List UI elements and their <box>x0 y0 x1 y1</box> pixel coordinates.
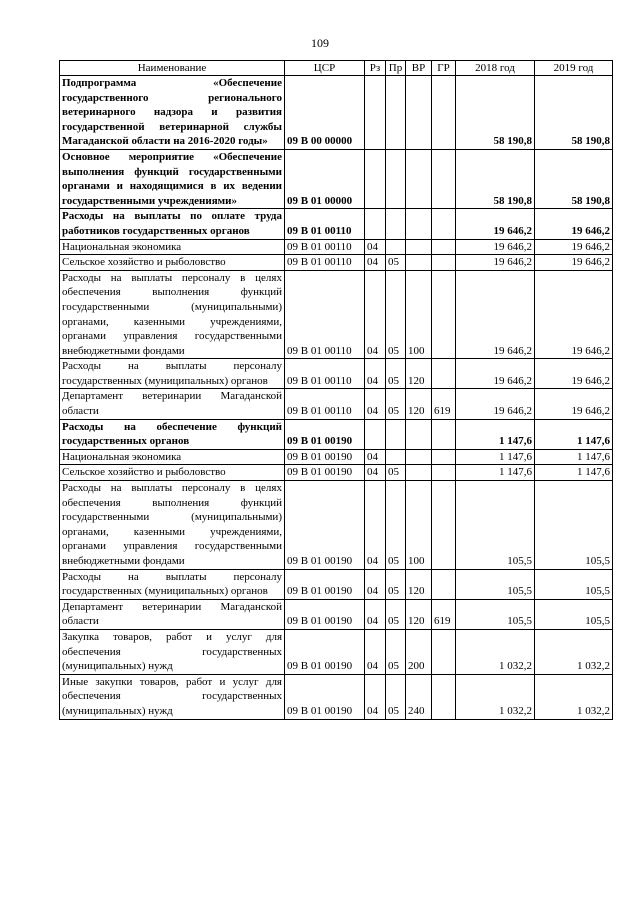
cell-name: Расходы на обеспечение функций государственных органов <box>60 419 285 449</box>
cell-pr: 05 <box>386 465 406 481</box>
cell-2019: 1 032,2 <box>535 629 613 674</box>
cell-gr: 619 <box>432 389 456 419</box>
cell-pr <box>386 449 406 465</box>
cell-2019: 105,5 <box>535 599 613 629</box>
cell-vr: 240 <box>406 674 432 719</box>
cell-name: Закупка товаров, работ и услуг для обеспечения государственных (муниципальных) нужд <box>60 629 285 674</box>
cell-name: Подпрограмма «Обеспечение государственного регионального ветеринарного надзора и развития государственной ветеринарной службы Магаданской области на 2016-2020 годы» <box>60 76 285 150</box>
cell-vr <box>406 449 432 465</box>
cell-pr: 05 <box>386 629 406 674</box>
cell-csr: 09 В 01 00190 <box>285 629 365 674</box>
col-header-2018: 2018 год <box>456 61 535 76</box>
table-row <box>60 674 613 719</box>
cell-2019: 1 147,6 <box>535 465 613 481</box>
cell-pr <box>386 239 406 255</box>
col-header-rz: Рз <box>365 61 386 76</box>
cell-csr: 09 В 01 00110 <box>285 239 365 255</box>
table-row <box>60 389 613 419</box>
table-row <box>60 629 613 674</box>
cell-gr <box>432 255 456 271</box>
cell-pr <box>386 149 406 208</box>
cell-pr: 05 <box>386 255 406 271</box>
cell-rz <box>365 76 386 150</box>
cell-gr <box>432 629 456 674</box>
col-header-pr: Пр <box>386 61 406 76</box>
table-row <box>60 449 613 465</box>
cell-csr: 09 В 01 00190 <box>285 674 365 719</box>
cell-rz <box>365 209 386 239</box>
cell-2019: 19 646,2 <box>535 209 613 239</box>
cell-gr <box>432 270 456 359</box>
cell-2019: 19 646,2 <box>535 270 613 359</box>
table-row <box>60 419 613 449</box>
cell-2019: 58 190,8 <box>535 149 613 208</box>
cell-rz <box>365 149 386 208</box>
cell-pr: 05 <box>386 270 406 359</box>
cell-gr <box>432 674 456 719</box>
cell-pr <box>386 419 406 449</box>
cell-vr <box>406 419 432 449</box>
cell-rz: 04 <box>365 449 386 465</box>
cell-2019: 1 147,6 <box>535 419 613 449</box>
cell-name: Расходы на выплаты по оплате труда работников государственных органов <box>60 209 285 239</box>
cell-name: Расходы на выплаты персоналу в целях обеспечения выполнения функций государственными (муниципальными) органами, казенными учреждениями, органами управления государственными внебюджетными фондами <box>60 481 285 570</box>
col-header-gr: ГР <box>432 61 456 76</box>
col-header-csr: ЦСР <box>285 61 365 76</box>
cell-2018: 1 147,6 <box>456 419 535 449</box>
cell-name: Национальная экономика <box>60 239 285 255</box>
cell-2019: 105,5 <box>535 569 613 599</box>
cell-gr <box>432 149 456 208</box>
col-header-2019: 2019 год <box>535 61 613 76</box>
table-row <box>60 255 613 271</box>
cell-pr: 05 <box>386 674 406 719</box>
cell-2018: 1 032,2 <box>456 629 535 674</box>
cell-name: Национальная экономика <box>60 449 285 465</box>
table-row <box>60 359 613 389</box>
cell-vr: 120 <box>406 569 432 599</box>
cell-2018: 105,5 <box>456 569 535 599</box>
cell-2019: 1 032,2 <box>535 674 613 719</box>
cell-vr: 100 <box>406 481 432 570</box>
cell-csr: 09 В 01 00190 <box>285 465 365 481</box>
cell-2018: 105,5 <box>456 481 535 570</box>
cell-2018: 1 032,2 <box>456 674 535 719</box>
table-row <box>60 209 613 239</box>
col-header-vr: ВР <box>406 61 432 76</box>
cell-csr: 09 В 01 00110 <box>285 209 365 239</box>
cell-rz: 04 <box>365 359 386 389</box>
cell-2019: 1 147,6 <box>535 449 613 465</box>
cell-2019: 19 646,2 <box>535 239 613 255</box>
cell-pr: 05 <box>386 599 406 629</box>
cell-pr: 05 <box>386 389 406 419</box>
cell-rz: 04 <box>365 270 386 359</box>
table-row <box>60 481 613 570</box>
cell-rz: 04 <box>365 255 386 271</box>
cell-rz <box>365 419 386 449</box>
cell-pr: 05 <box>386 481 406 570</box>
cell-csr: 09 В 01 00190 <box>285 569 365 599</box>
cell-2019: 58 190,8 <box>535 76 613 150</box>
cell-csr: 09 В 01 00190 <box>285 419 365 449</box>
cell-2018: 1 147,6 <box>456 449 535 465</box>
cell-2019: 105,5 <box>535 481 613 570</box>
cell-gr <box>432 209 456 239</box>
cell-vr <box>406 76 432 150</box>
cell-gr <box>432 569 456 599</box>
cell-rz: 04 <box>365 629 386 674</box>
cell-rz: 04 <box>365 239 386 255</box>
page-number: 109 <box>311 36 329 50</box>
cell-gr <box>432 359 456 389</box>
cell-csr: 09 В 01 00190 <box>285 599 365 629</box>
table-row <box>60 76 613 150</box>
cell-pr: 05 <box>386 359 406 389</box>
table-row <box>60 569 613 599</box>
cell-name: Департамент ветеринарии Магаданской области <box>60 599 285 629</box>
cell-2018: 58 190,8 <box>456 149 535 208</box>
cell-csr: 09 В 01 00110 <box>285 389 365 419</box>
cell-pr <box>386 76 406 150</box>
cell-2019: 19 646,2 <box>535 389 613 419</box>
table-row <box>60 270 613 359</box>
cell-gr <box>432 465 456 481</box>
cell-name: Иные закупки товаров, работ и услуг для обеспечения государственных (муниципальных) нужд <box>60 674 285 719</box>
table-body <box>60 76 613 720</box>
cell-2018: 19 646,2 <box>456 209 535 239</box>
cell-vr <box>406 465 432 481</box>
col-header-name: Наименование <box>60 61 285 76</box>
header-row <box>60 61 613 76</box>
cell-2018: 19 646,2 <box>456 255 535 271</box>
cell-vr: 200 <box>406 629 432 674</box>
cell-vr: 120 <box>406 389 432 419</box>
cell-gr <box>432 239 456 255</box>
cell-gr <box>432 419 456 449</box>
cell-vr <box>406 209 432 239</box>
cell-name: Сельское хозяйство и рыболовство <box>60 255 285 271</box>
cell-gr: 619 <box>432 599 456 629</box>
cell-name: Расходы на выплаты персоналу государственных (муниципальных) органов <box>60 359 285 389</box>
cell-rz: 04 <box>365 569 386 599</box>
cell-gr <box>432 76 456 150</box>
cell-name: Основное мероприятие «Обеспечение выполнения функций государственными органами и находящимися в их ведении государственными учреждениями» <box>60 149 285 208</box>
cell-2019: 19 646,2 <box>535 255 613 271</box>
cell-vr <box>406 149 432 208</box>
table-row <box>60 239 613 255</box>
cell-2018: 58 190,8 <box>456 76 535 150</box>
cell-name: Расходы на выплаты персоналу в целях обеспечения выполнения функций государственными (муниципальными) органами, казенными учреждениями, органами управления государственными внебюджетными фондами <box>60 270 285 359</box>
cell-name: Департамент ветеринарии Магаданской области <box>60 389 285 419</box>
cell-csr: 09 В 01 00110 <box>285 359 365 389</box>
table-row <box>60 599 613 629</box>
cell-rz: 04 <box>365 389 386 419</box>
cell-2018: 19 646,2 <box>456 389 535 419</box>
cell-2018: 19 646,2 <box>456 359 535 389</box>
cell-vr <box>406 255 432 271</box>
cell-vr <box>406 239 432 255</box>
cell-rz: 04 <box>365 599 386 629</box>
cell-pr: 05 <box>386 569 406 599</box>
cell-vr: 120 <box>406 599 432 629</box>
cell-name: Расходы на выплаты персоналу государственных (муниципальных) органов <box>60 569 285 599</box>
cell-rz: 04 <box>365 481 386 570</box>
cell-name: Сельское хозяйство и рыболовство <box>60 465 285 481</box>
cell-csr: 09 В 00 00000 <box>285 76 365 150</box>
cell-rz: 04 <box>365 674 386 719</box>
table-row <box>60 465 613 481</box>
cell-2018: 19 646,2 <box>456 270 535 359</box>
cell-rz: 04 <box>365 465 386 481</box>
cell-vr: 120 <box>406 359 432 389</box>
cell-2018: 1 147,6 <box>456 465 535 481</box>
cell-csr: 09 В 01 00190 <box>285 449 365 465</box>
cell-csr: 09 В 01 00000 <box>285 149 365 208</box>
cell-csr: 09 В 01 00190 <box>285 481 365 570</box>
cell-2018: 105,5 <box>456 599 535 629</box>
cell-csr: 09 В 01 00110 <box>285 270 365 359</box>
cell-gr <box>432 481 456 570</box>
table-row <box>60 149 613 208</box>
cell-vr: 100 <box>406 270 432 359</box>
cell-2018: 19 646,2 <box>456 239 535 255</box>
cell-2019: 19 646,2 <box>535 359 613 389</box>
budget-table <box>59 60 613 720</box>
cell-gr <box>432 449 456 465</box>
cell-pr <box>386 209 406 239</box>
cell-csr: 09 В 01 00110 <box>285 255 365 271</box>
